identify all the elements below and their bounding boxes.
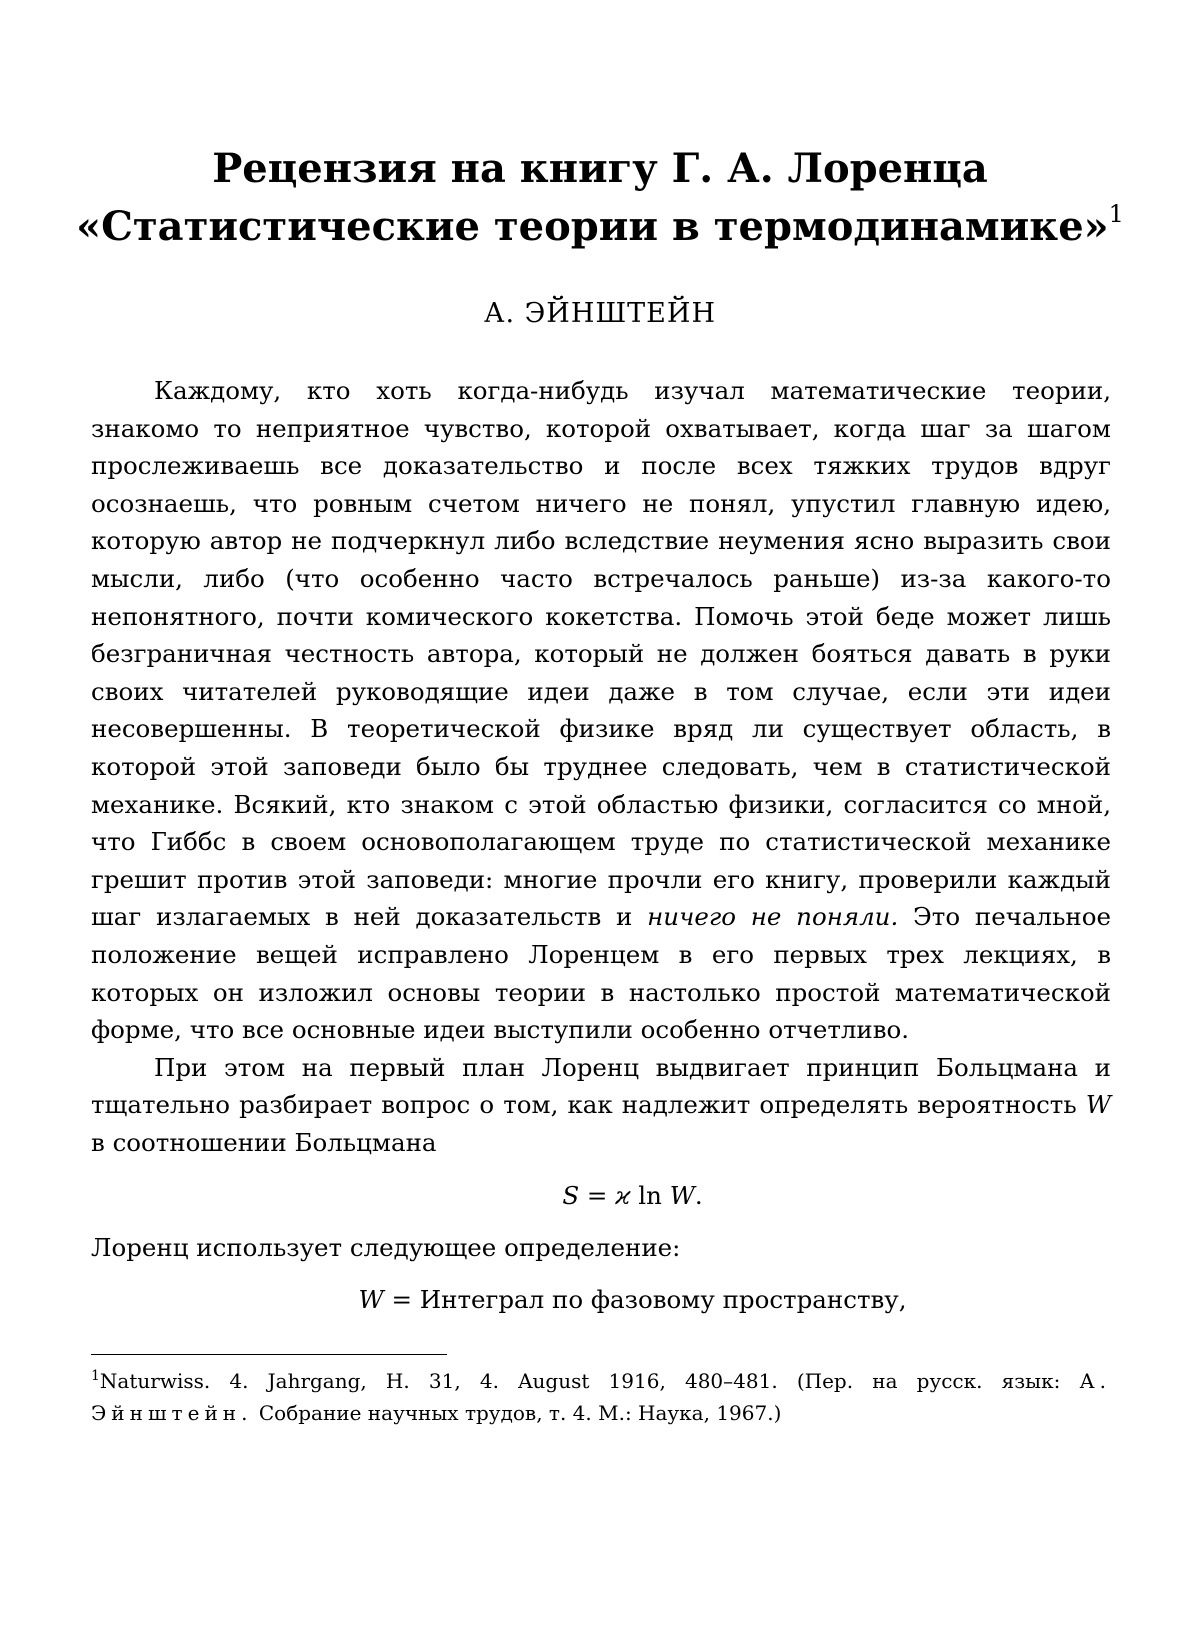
formula-1-rhs: W xyxy=(669,1181,695,1211)
title-line-1: Рецензия на книгу Г. А. Лоренца xyxy=(212,145,988,192)
paragraph-2-text-b: в соотношении Больцмана xyxy=(91,1127,437,1157)
boltzmann-formula xyxy=(91,1161,1111,1229)
footnote-mark: 1 xyxy=(91,1368,100,1384)
paragraph-1-text-a: Каждому, кто хоть когда-нибудь изучал математические теории, знакомо то неприятное чувство, которой охватывает, когда шаг за шагом прослеживаешь все доказательство и после всех тяжких трудов вдруг осознаешь, что ровным счетом ничего не понял, упустил главную идею, которую автор не подчеркнул либо вследствие неумения ясно выразить свои мысли, либо (что особенно часто встречалось раньше) из-за какого-то непонятного, почти комического кокетства. Помочь этой беде может лишь безграничная честность автора, который не должен бояться давать в руки своих читателей руководящие идеи даже в том случае, если эти идеи несовершенны. В теоретической физике вряд ли существует область, в которой этой заповеди было бы труднее следовать, чем в статистической механике. Всякий, кто знаком с этой областью физики, согласится со мной, что Гиббс в своем основополагающем труде по статистической механике грешит против этой заповеди: многие прочли его книгу, проверили каждый шаг излагаемых в ней доказательств и xyxy=(91,376,1111,932)
paragraph-2-text-a: При этом на первый план Лоренц выдвигает принцип Больцмана и тщательно разбирает вопрос о том, как надлежит определять вероятность xyxy=(91,1052,1111,1120)
formula-2-rhs: = Интеграл по фазовому пространству, xyxy=(383,1284,907,1314)
formula-2-lhs: W xyxy=(358,1284,384,1314)
paragraph-2 xyxy=(91,1049,1111,1162)
formula-1-ln: ln xyxy=(630,1181,670,1211)
article-title xyxy=(60,140,1140,256)
paragraph-2-variable: W xyxy=(1085,1090,1111,1120)
footnote-author: А. Эйнштейн. xyxy=(91,1369,1112,1425)
article-body xyxy=(91,372,1111,1318)
formula-1-end: . xyxy=(694,1181,703,1211)
formula-1-lhs: S xyxy=(562,1181,580,1211)
paragraph-1-emphasis: ничего не поняли. xyxy=(647,902,899,932)
paragraph-1-text-b: Это печальное положение вещей исправлено Лоренцем в его первых трех лекциях, в которых он изложил основы теории в настолько простой математической форме, что все основные идеи выступили особенно отчетливо. xyxy=(91,902,1111,1045)
formula-1-kappa: ϰ xyxy=(615,1181,631,1211)
title-footnote-mark: 1 xyxy=(1108,200,1124,228)
footnote-text-b: Собрание научных трудов, т. 4. М.: Наука, 1967.) xyxy=(258,1401,782,1425)
title-line-2: «Статистические теории в термодинамике» xyxy=(76,203,1109,250)
formula-1-eq: = xyxy=(579,1181,616,1211)
probability-definition xyxy=(91,1267,1111,1319)
paragraph-3: Лоренц использует следующее определение: xyxy=(91,1233,681,1263)
footnote-rule xyxy=(91,1354,447,1355)
footnote-text-a: Naturwiss. 4. Jahrgang, H. 31, 4. August 1916, 480–481. (Пер. на русск. язык: xyxy=(99,1369,1061,1393)
author-name: А. ЭЙНШТЕЙН xyxy=(484,298,716,329)
footnote xyxy=(91,1365,1111,1429)
paragraph-1 xyxy=(91,372,1111,1049)
